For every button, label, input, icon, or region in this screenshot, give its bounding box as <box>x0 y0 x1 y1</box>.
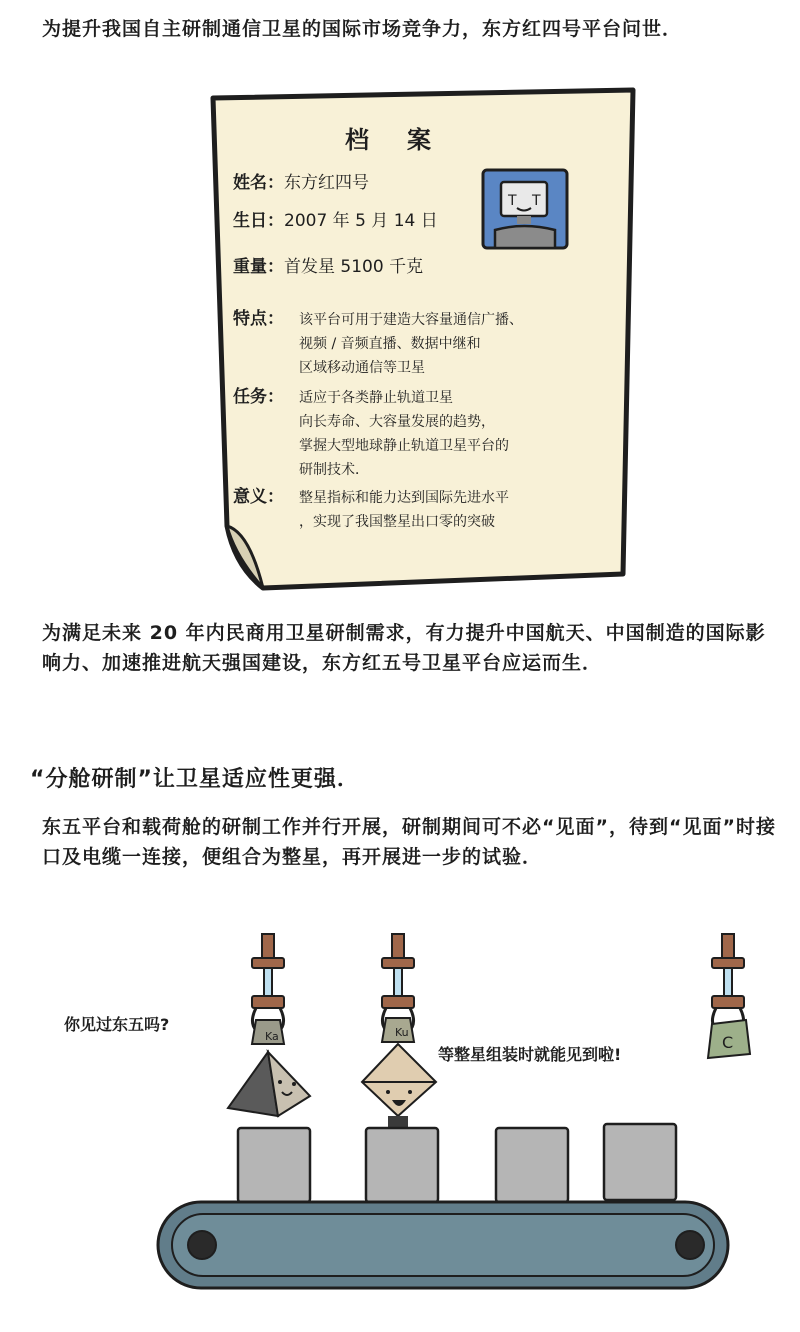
mission-line: 适应于各类静止轨道卫星 <box>299 390 453 406</box>
significance-line: 整星指标和能力达到国际先进水平 <box>299 490 509 506</box>
profile-title: 档案 <box>345 126 469 154</box>
profile-name-row <box>233 172 369 194</box>
robot-arm-left <box>252 934 284 1044</box>
section-heading: “分舱研制”让卫星适应性更强． <box>30 767 360 792</box>
weight-label: 重量： <box>233 257 284 277</box>
speech-question: 你见过东五吗? <box>64 1015 170 1034</box>
conveyor-box <box>238 1128 310 1202</box>
profile-birthday-row <box>233 210 438 232</box>
conveyor-box <box>366 1128 438 1202</box>
conveyor-box <box>604 1124 676 1200</box>
significance-label: 意义： <box>233 487 284 507</box>
birthday-value: 2007 年 5 月 14 日 <box>284 211 438 231</box>
robot-avatar <box>481 168 569 250</box>
svg-text:T: T <box>508 193 517 209</box>
name-value: 东方红四号 <box>284 173 369 193</box>
name-label: 姓名： <box>233 173 284 193</box>
features-label: 特点： <box>233 309 284 329</box>
speech-answer: 等整星组装时就能见到啦! <box>438 1045 622 1064</box>
scene-illustration <box>0 920 800 1332</box>
conveyor-box <box>496 1128 568 1202</box>
profile-weight-row <box>233 256 423 278</box>
features-line: 该平台可用于建造大容量通信广播、 <box>299 312 523 328</box>
mission-label: 任务： <box>233 387 284 407</box>
features-text <box>299 308 523 380</box>
conveyor-wheel-left <box>188 1231 216 1259</box>
module-label-ka: Ka <box>265 1030 279 1043</box>
mission-line: 掌握大型地球静止轨道卫星平台的 <box>299 438 509 454</box>
platform-paragraph: 为满足未来 20 年内民商用卫星研制需求，有力提升中国航天、中国制造的国际影响力、加速推进航天强国建设，东方红五号卫星平台应运而生． <box>42 622 766 674</box>
weight-value: 首发星 5100 千克 <box>284 257 424 277</box>
intro-paragraph: 为提升我国自主研制通信卫星的国际市场竞争力，东方红四号平台问世． <box>42 18 683 40</box>
modular-paragraph: 东五平台和载荷舱的研制工作并行开展，研制期间可不必“见面”，待到“见面”时接口及电缆一连接，便组合为整星，再开展进一步的试验． <box>42 816 776 868</box>
mission-line: 向长寿命、大容量发展的趋势， <box>299 414 495 430</box>
conveyor-wheel-right <box>676 1231 704 1259</box>
conveyor-scene <box>0 920 800 1332</box>
features-line: 视频 / 音频直播、数据中继和 <box>299 336 481 352</box>
features-line: 区域移动通信等卫星 <box>299 360 425 376</box>
module-label-ku: Ku <box>395 1026 409 1039</box>
mission-text <box>299 386 509 482</box>
birthday-label: 生日： <box>233 211 284 231</box>
svg-text:T: T <box>532 193 541 209</box>
module-label-c: C <box>722 1033 734 1052</box>
profile-card <box>205 86 645 596</box>
mission-line: 研制技术． <box>299 462 369 478</box>
significance-text <box>299 486 509 534</box>
significance-line: ，实现了我国整星出口零的突破 <box>299 514 495 530</box>
